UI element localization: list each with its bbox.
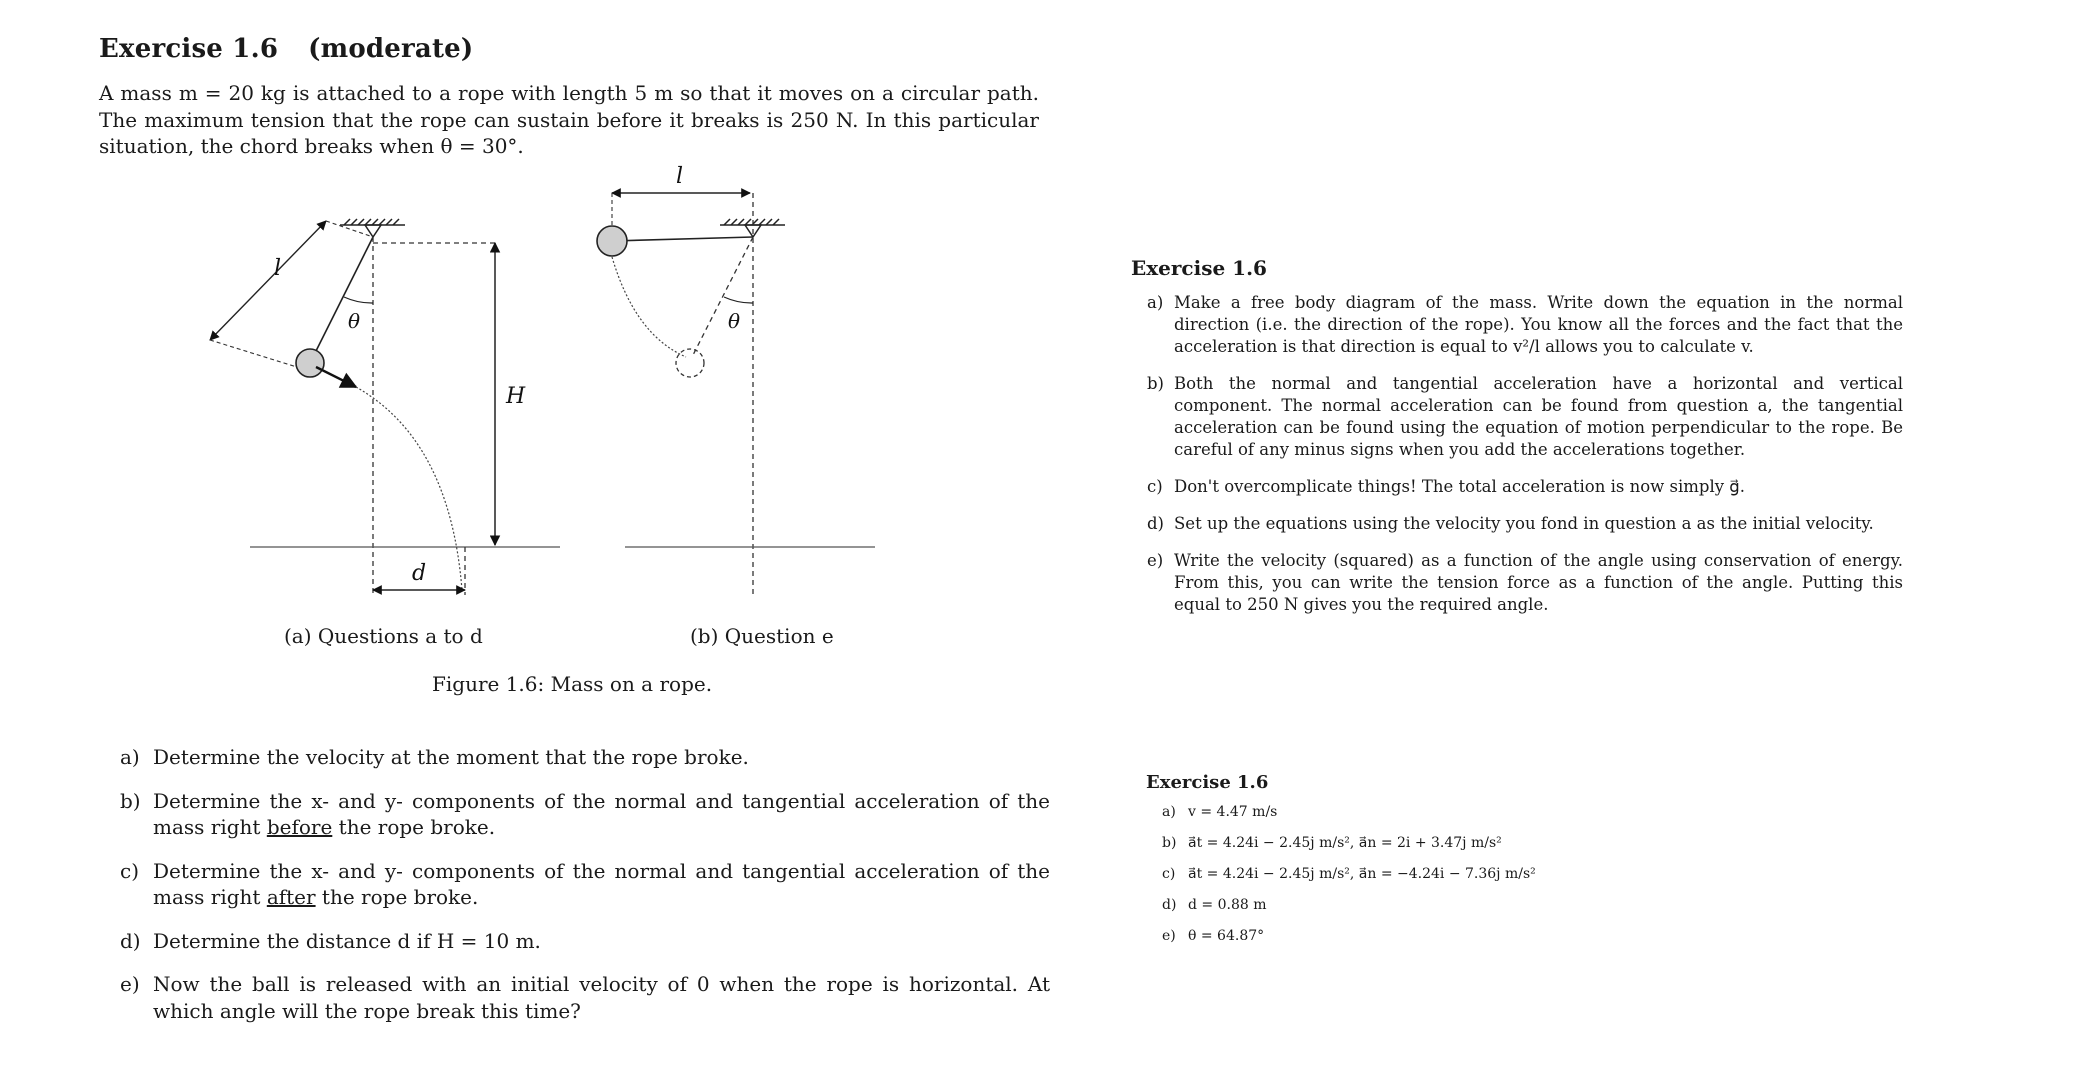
distance-label: d [412, 561, 427, 586]
height-label: H [506, 384, 526, 409]
answer-label: e) [1162, 928, 1176, 944]
emphasis-before: before [266, 815, 333, 839]
question-label: a) [120, 745, 140, 769]
question-d [120, 928, 1050, 955]
question-label: e) [120, 972, 140, 996]
subcaption-a: (a) Questions a to d [284, 624, 483, 648]
trajectory-a [356, 387, 462, 590]
problem-statement: A mass m = 20 kg is attached to a rope with length 5 m so that it moves on a circular path. The maximum tension that the rope can sustain before it breaks is 250 N. In this particular situation, the chord breaks when θ = 30°. [99, 81, 1039, 158]
mass-b-ghost [676, 349, 704, 377]
hint-e [1147, 550, 1903, 616]
answer-a [1162, 804, 1536, 820]
question-text [153, 788, 1050, 841]
rope-b [612, 237, 753, 241]
hint-text: Write the velocity (squared) as a function of the angle using conservation of energy. From this, you can write the tension force as a function of the angle. Putting this equal to 250 N gives you the required angle. [1174, 551, 1903, 614]
length-label-a: l [274, 256, 282, 281]
question-text: Now the ball is released with an initial velocity of 0 when the rope is horizontal. At which angle will the rope break this time? [153, 972, 1050, 1023]
question-label: c) [120, 858, 140, 883]
hint-label: e) [1147, 551, 1164, 570]
question-text: Determine the velocity at the moment that the rope broke. [153, 745, 749, 769]
diagram-a [210, 219, 560, 595]
answer-e [1162, 928, 1536, 944]
hint-text: Set up the equations using the velocity you fond in question a as the initial velocity. [1174, 514, 1874, 533]
answer-label: d) [1162, 897, 1177, 913]
answer-text: a⃗t = 4.24i − 2.45j m/s², a⃗n = 2i + 3.47j m/s² [1188, 835, 1502, 851]
figure-caption: Figure 1.6: Mass on a rope. [432, 672, 713, 696]
answer-label: c) [1162, 866, 1176, 882]
rope-b-broken-position [692, 237, 753, 357]
mass-a [296, 349, 324, 377]
hint-label: a) [1147, 293, 1164, 312]
hints-title: Exercise 1.6 [1131, 256, 1267, 280]
question-text: Determine the distance d if H = 10 m. [153, 928, 541, 953]
answer-text: a⃗t = 4.24i − 2.45j m/s², a⃗n = −4.24i − 7.36j m/s² [1188, 866, 1536, 882]
answer-text: d = 0.88 m [1188, 897, 1267, 913]
velocity-arrow [316, 367, 356, 387]
hint-text: Make a free body diagram of the mass. Write down the equation in the normal direction (i.e. the direction of the rope). You know all the forces and the fact that the acceleration is that direction is equal to v²/l allows you to calculate v. [1174, 293, 1903, 356]
pendulum-figure [240, 164, 920, 586]
question-text-part: Determine the x- and y- components of the normal and tangential acceleration of the mass right [153, 858, 1050, 909]
ceiling-support-a [340, 219, 405, 237]
mass-b [597, 226, 627, 256]
question-c [120, 858, 1050, 911]
question-text [153, 858, 1050, 911]
answer-d [1162, 897, 1536, 913]
rope-a [310, 237, 373, 363]
swing-path-b [612, 257, 686, 357]
hint-text: Don't overcomplicate things! The total acceleration is now simply g⃗. [1174, 477, 1746, 496]
hint-b [1147, 373, 1903, 461]
hint-label: d) [1147, 514, 1164, 533]
question-list [120, 744, 1050, 1041]
question-text-part: the rope broke. [315, 885, 479, 909]
answer-b [1162, 835, 1536, 851]
hint-a [1147, 292, 1903, 358]
answer-c [1162, 866, 1536, 882]
answer-text: v = 4.47 m/s [1188, 804, 1278, 820]
question-text-part: the rope broke. [332, 815, 496, 839]
emphasis-after: after [266, 885, 316, 909]
exercise-title [99, 34, 473, 64]
question-a [120, 744, 1050, 771]
hint-label: c) [1147, 477, 1163, 496]
answers-list [1162, 804, 1536, 959]
theta-arc-b [724, 297, 753, 303]
length-ext-2 [210, 340, 300, 368]
theta-label-b: θ [728, 309, 741, 333]
hint-label: b) [1147, 374, 1164, 393]
answer-text: θ = 64.87° [1188, 928, 1265, 944]
answer-label: b) [1162, 835, 1177, 851]
question-e [120, 971, 1050, 1024]
subcaption-b: (b) Question e [690, 624, 834, 648]
hint-text: Both the normal and tangential acceleration have a horizontal and vertical component. The normal acceleration can be found from question a, the tangential acceleration can be found using the equation of motion perpendicular to the rope. Be careful of any minus signs when you add the accelerations together. [1174, 374, 1903, 459]
hint-c [1147, 476, 1903, 498]
difficulty-tag: (moderate) [308, 34, 474, 64]
theta-arc-a [344, 297, 373, 303]
hints-list [1147, 292, 1903, 631]
answers-title: Exercise 1.6 [1146, 772, 1269, 793]
question-text-part: Determine the x- and y- components of the normal and tangential acceleration of the mass right [153, 788, 1050, 839]
question-b [120, 788, 1050, 841]
length-label-b: l [676, 164, 684, 189]
question-label: b) [120, 788, 141, 813]
hint-d [1147, 513, 1903, 535]
length-arrow-a [210, 221, 326, 340]
exercise-title-text: Exercise 1.6 [99, 34, 279, 64]
question-label: d) [120, 928, 141, 953]
theta-label-a: θ [348, 309, 361, 333]
answer-label: a) [1162, 804, 1176, 820]
diagram-b [597, 164, 875, 595]
